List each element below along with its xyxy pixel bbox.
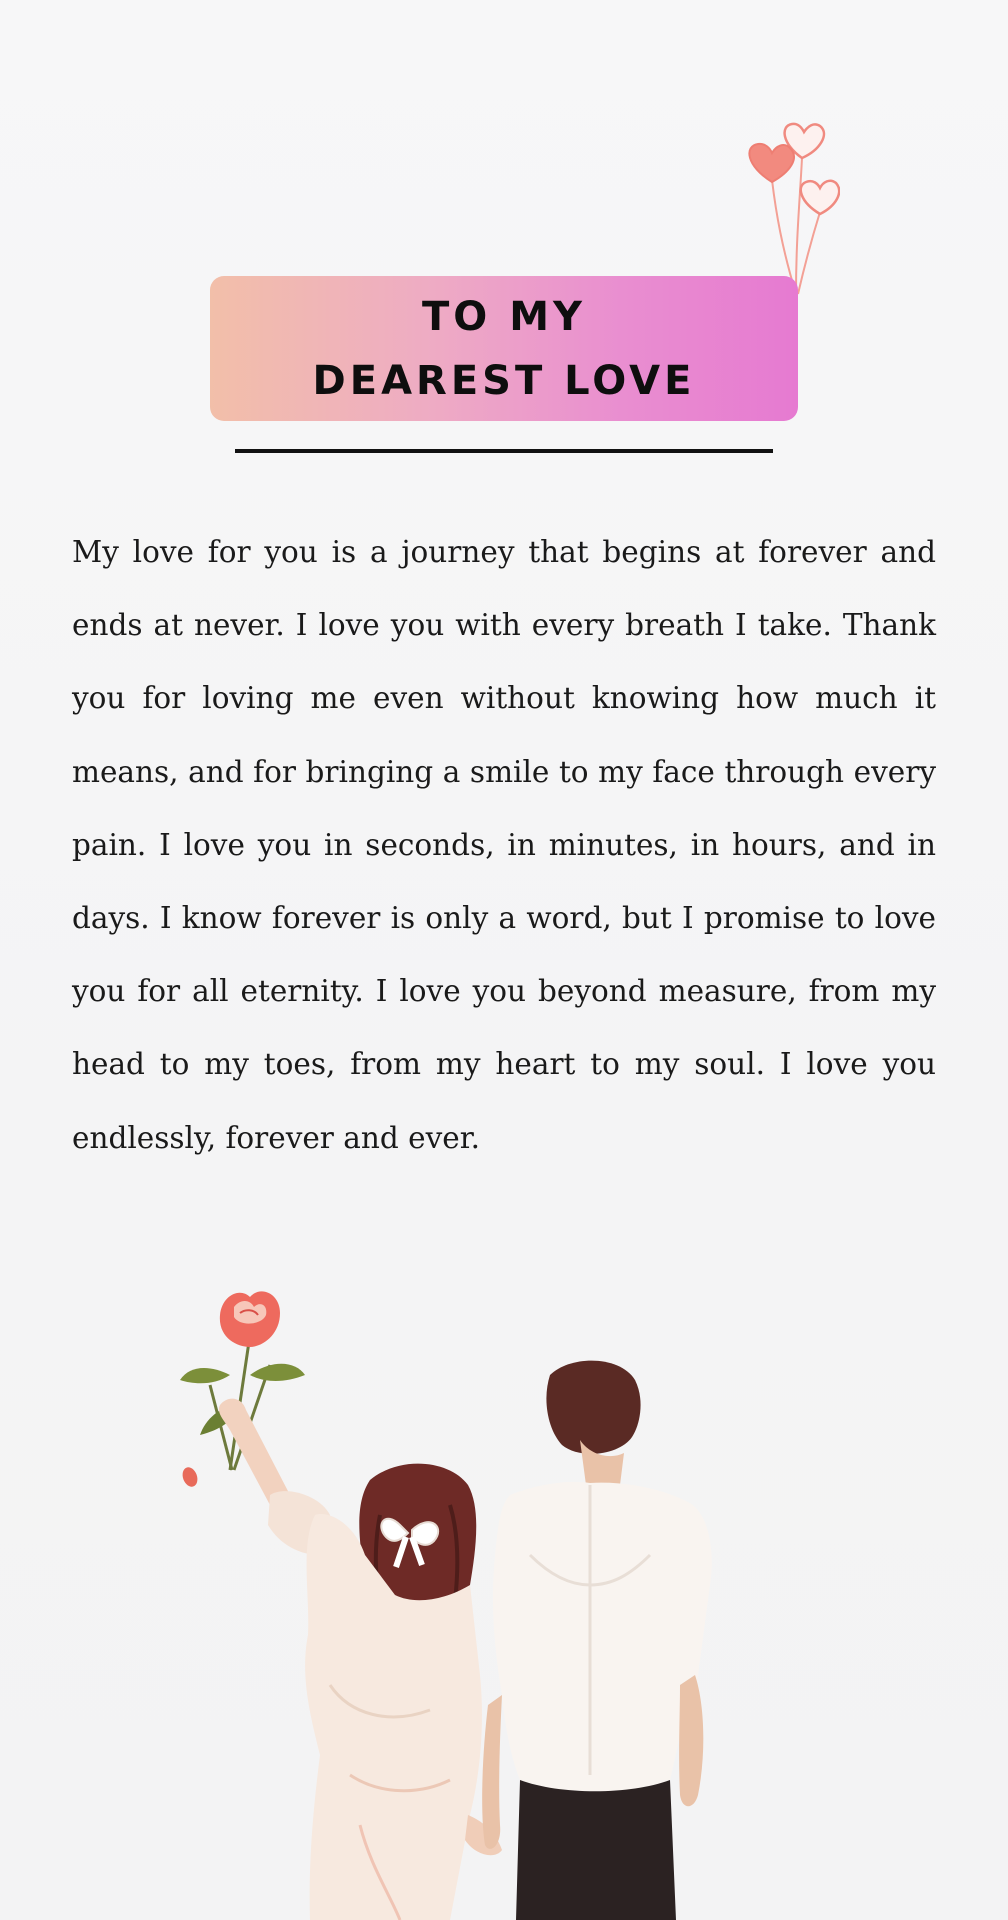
title-banner [210,276,798,421]
title-line-2: DEAREST LOVE [312,357,696,404]
heart-balloons-icon [730,118,840,298]
title-divider [235,449,773,453]
title-line-1: TO MY [422,293,586,340]
flower-bouquet [180,1291,305,1488]
woman-figure [219,1399,502,1920]
man-figure [482,1361,712,1920]
letter-body: My love for you is a journey that begins at forever and ends at never. I love you with every breath I take. Thank you for loving me even without knowing how much it means, and for bringing a smile to my face through every pain. I love you in seconds, in minutes, in hours, and in days. I know forever is only a word, but I promise to love you for all eternity. I love you beyond measure, from my head to my toes, from my heart to my soul. I love you endlessly, forever and ever. [72,535,936,1155]
couple-with-flowers-illustration [150,1255,730,1920]
